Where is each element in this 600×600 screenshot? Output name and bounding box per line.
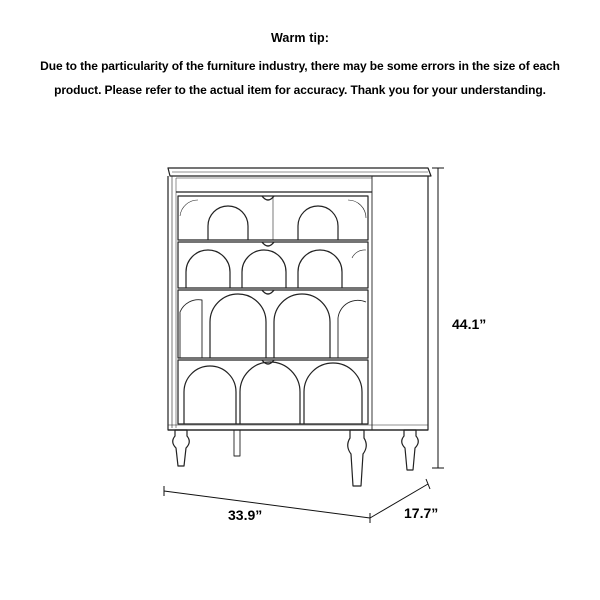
drawer-3 bbox=[178, 290, 368, 358]
notice-title: Warm tip: bbox=[270, 31, 330, 45]
width-dimension-line bbox=[164, 486, 370, 523]
drawer-4 bbox=[178, 360, 368, 424]
width-dimension-label: 33.9” bbox=[228, 507, 263, 523]
dresser-body bbox=[168, 176, 428, 430]
depth-dimension-label: 17.7” bbox=[404, 505, 439, 521]
drawer-1 bbox=[178, 196, 368, 240]
drawer-2 bbox=[178, 242, 368, 288]
height-dimension-line bbox=[432, 168, 444, 468]
height-dimension-label: 44.1” bbox=[452, 316, 487, 332]
notice-line-2: product. Please refer to the actual item for accuracy. Thank you for your understanding. bbox=[54, 83, 546, 97]
dresser-top bbox=[168, 168, 431, 176]
notice-line-1: Due to the particularity of the furniture industry, there may be some errors in the size of each bbox=[40, 59, 560, 73]
dresser-legs bbox=[173, 430, 419, 486]
